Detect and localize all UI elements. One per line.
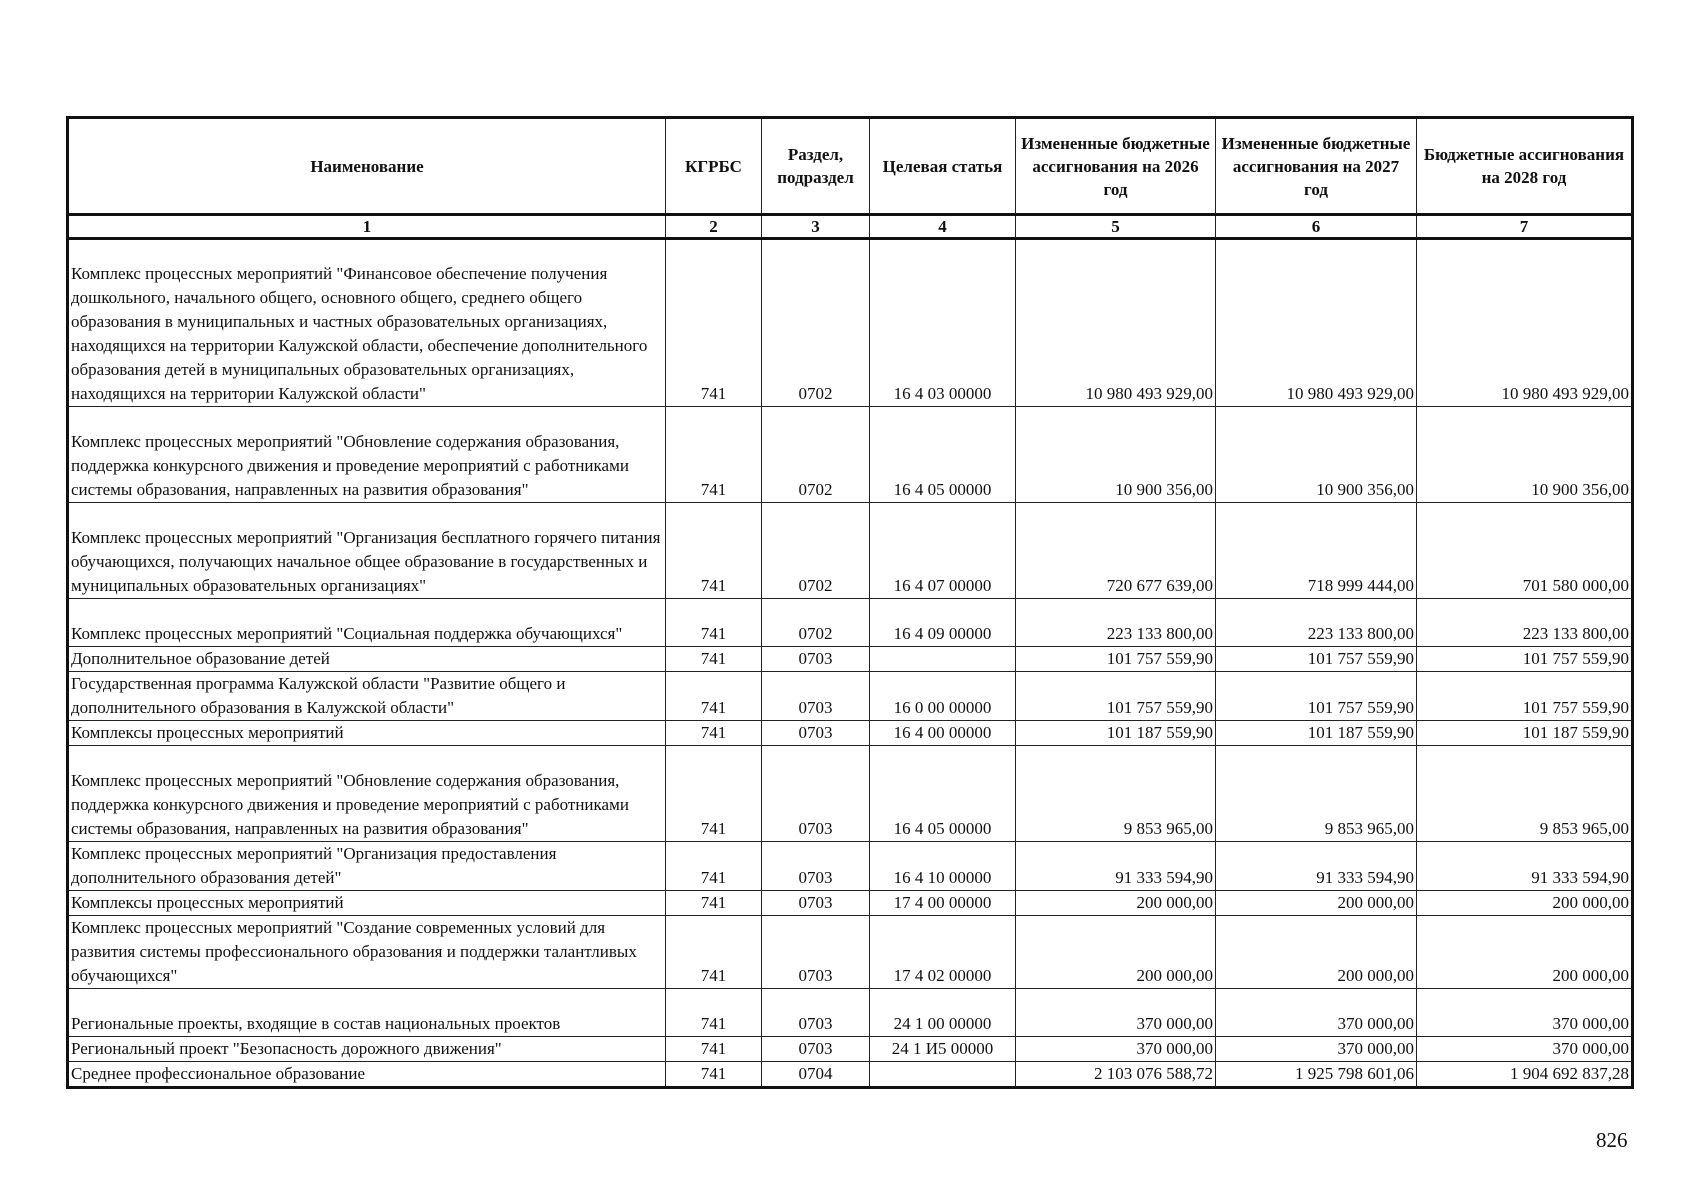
row-2026: 91 333 594,90 (1016, 842, 1216, 891)
row-2028: 10 900 356,00 (1417, 407, 1633, 503)
row-kgrbs: 741 (666, 239, 762, 407)
table-row (68, 599, 1633, 647)
row-target: 16 4 03 00000 (870, 239, 1016, 407)
table-row (68, 916, 1633, 989)
row-name: Комплекс процессных мероприятий "Организация бесплатного горячего питания обучающихся, получающих начальное общее образование в государственных и муниципальных образовательных организациях" (68, 503, 666, 599)
row-section: 0702 (762, 503, 870, 599)
row-kgrbs: 741 (666, 599, 762, 647)
row-2027: 91 333 594,90 (1216, 842, 1417, 891)
row-target: 16 4 05 00000 (870, 407, 1016, 503)
budget-table (66, 116, 1634, 1089)
header-kgrbs: КГРБС (666, 118, 762, 215)
row-target: 16 4 09 00000 (870, 599, 1016, 647)
row-2027: 223 133 800,00 (1216, 599, 1417, 647)
row-target (870, 647, 1016, 672)
row-2027: 718 999 444,00 (1216, 503, 1417, 599)
row-2026: 370 000,00 (1016, 1037, 1216, 1062)
row-target: 16 0 00 00000 (870, 672, 1016, 721)
row-name: Дополнительное образование детей (68, 647, 666, 672)
header-row (68, 118, 1633, 215)
row-name: Комплекс процессных мероприятий "Обновление содержания образования, поддержка конкурсного движения и проведение мероприятий с работниками системы образования, направленных на развития образования" (68, 407, 666, 503)
row-2027: 101 757 559,90 (1216, 672, 1417, 721)
row-2027: 200 000,00 (1216, 916, 1417, 989)
row-2028: 101 757 559,90 (1417, 647, 1633, 672)
row-name: Комплекс процессных мероприятий "Социальная поддержка обучающихся" (68, 599, 666, 647)
row-name: Среднее профессиональное образование (68, 1062, 666, 1088)
row-target: 24 1 00 00000 (870, 989, 1016, 1037)
row-2026: 200 000,00 (1016, 891, 1216, 916)
row-target: 16 4 05 00000 (870, 746, 1016, 842)
table-row (68, 746, 1633, 842)
row-section: 0703 (762, 1037, 870, 1062)
row-name: Комплекс процессных мероприятий "Организация предоставления дополнительного образования детей" (68, 842, 666, 891)
row-section: 0704 (762, 1062, 870, 1088)
table-row (68, 407, 1633, 503)
row-2028: 370 000,00 (1417, 989, 1633, 1037)
row-2027: 101 757 559,90 (1216, 647, 1417, 672)
row-target: 17 4 00 00000 (870, 891, 1016, 916)
row-section: 0703 (762, 721, 870, 746)
row-target (870, 1062, 1016, 1088)
column-number: 2 (666, 215, 762, 239)
table-row (68, 647, 1633, 672)
row-target: 17 4 02 00000 (870, 916, 1016, 989)
column-number-row (68, 215, 1633, 239)
row-kgrbs: 741 (666, 647, 762, 672)
header-2026: Измененные бюджетные ассигнования на 2026 год (1016, 118, 1216, 215)
row-target: 16 4 00 00000 (870, 721, 1016, 746)
row-2026: 2 103 076 588,72 (1016, 1062, 1216, 1088)
row-2028: 1 904 692 837,28 (1417, 1062, 1633, 1088)
row-section: 0703 (762, 989, 870, 1037)
row-kgrbs: 741 (666, 989, 762, 1037)
table-row (68, 989, 1633, 1037)
row-2026: 720 677 639,00 (1016, 503, 1216, 599)
row-2026: 10 900 356,00 (1016, 407, 1216, 503)
column-number: 5 (1016, 215, 1216, 239)
row-section: 0703 (762, 842, 870, 891)
row-2027: 10 980 493 929,00 (1216, 239, 1417, 407)
row-kgrbs: 741 (666, 746, 762, 842)
row-2026: 200 000,00 (1016, 916, 1216, 989)
row-2027: 10 900 356,00 (1216, 407, 1417, 503)
row-section: 0702 (762, 599, 870, 647)
row-kgrbs: 741 (666, 916, 762, 989)
header-target: Целевая статья (870, 118, 1016, 215)
table-row (68, 1037, 1633, 1062)
row-2028: 9 853 965,00 (1417, 746, 1633, 842)
row-2028: 101 187 559,90 (1417, 721, 1633, 746)
row-kgrbs: 741 (666, 672, 762, 721)
row-section: 0703 (762, 746, 870, 842)
table-row (68, 239, 1633, 407)
table-row (68, 891, 1633, 916)
row-2026: 101 757 559,90 (1016, 672, 1216, 721)
row-name: Государственная программа Калужской области "Развитие общего и дополнительного образования в Калужской области" (68, 672, 666, 721)
column-number: 3 (762, 215, 870, 239)
row-2027: 101 187 559,90 (1216, 721, 1417, 746)
row-section: 0702 (762, 407, 870, 503)
header-name: Наименование (68, 118, 666, 215)
row-2027: 370 000,00 (1216, 1037, 1417, 1062)
row-2027: 1 925 798 601,06 (1216, 1062, 1417, 1088)
row-2026: 101 757 559,90 (1016, 647, 1216, 672)
row-section: 0703 (762, 916, 870, 989)
row-name: Региональный проект "Безопасность дорожного движения" (68, 1037, 666, 1062)
row-2026: 9 853 965,00 (1016, 746, 1216, 842)
row-2026: 10 980 493 929,00 (1016, 239, 1216, 407)
header-section: Раздел, подраздел (762, 118, 870, 215)
row-target: 16 4 10 00000 (870, 842, 1016, 891)
row-2028: 10 980 493 929,00 (1417, 239, 1633, 407)
table-row (68, 1062, 1633, 1088)
row-section: 0703 (762, 647, 870, 672)
row-section: 0703 (762, 672, 870, 721)
row-2028: 91 333 594,90 (1417, 842, 1633, 891)
row-name: Комплекс процессных мероприятий "Обновление содержания образования, поддержка конкурсного движения и проведение мероприятий с работниками системы образования, направленных на развития образования" (68, 746, 666, 842)
table-row (68, 842, 1633, 891)
row-target: 16 4 07 00000 (870, 503, 1016, 599)
column-number: 6 (1216, 215, 1417, 239)
row-2026: 101 187 559,90 (1016, 721, 1216, 746)
row-2027: 200 000,00 (1216, 891, 1417, 916)
row-kgrbs: 741 (666, 891, 762, 916)
row-2027: 370 000,00 (1216, 989, 1417, 1037)
row-2028: 223 133 800,00 (1417, 599, 1633, 647)
row-name: Комплекс процессных мероприятий "Создание современных условий для развития системы профессионального образования и поддержки талантливых обучающихся" (68, 916, 666, 989)
row-2028: 701 580 000,00 (1417, 503, 1633, 599)
row-2026: 370 000,00 (1016, 989, 1216, 1037)
column-number: 7 (1417, 215, 1633, 239)
header-2027: Измененные бюджетные ассигнования на 2027 год (1216, 118, 1417, 215)
table-row (68, 721, 1633, 746)
table-row (68, 503, 1633, 599)
row-name: Комплексы процессных мероприятий (68, 891, 666, 916)
row-2028: 370 000,00 (1417, 1037, 1633, 1062)
row-name: Комплексы процессных мероприятий (68, 721, 666, 746)
column-number: 1 (68, 215, 666, 239)
row-kgrbs: 741 (666, 1037, 762, 1062)
row-name: Региональные проекты, входящие в состав национальных проектов (68, 989, 666, 1037)
row-section: 0702 (762, 239, 870, 407)
row-kgrbs: 741 (666, 503, 762, 599)
row-2028: 200 000,00 (1417, 916, 1633, 989)
row-kgrbs: 741 (666, 842, 762, 891)
table-row (68, 672, 1633, 721)
page-number: 826 (1596, 1128, 1628, 1152)
row-section: 0703 (762, 891, 870, 916)
row-2028: 101 757 559,90 (1417, 672, 1633, 721)
row-kgrbs: 741 (666, 721, 762, 746)
column-number: 4 (870, 215, 1016, 239)
row-2027: 9 853 965,00 (1216, 746, 1417, 842)
row-target: 24 1 И5 00000 (870, 1037, 1016, 1062)
row-name: Комплекс процессных мероприятий "Финансовое обеспечение получения дошкольного, начального общего, основного общего, среднего общего образования в муниципальных и частных образовательных организациях, находящихся на территории Калужской области, обеспечение дополнительного образования детей в муниципальных образовательных организациях, находящихся на территории Калужской области" (68, 239, 666, 407)
row-kgrbs: 741 (666, 1062, 762, 1088)
row-2028: 200 000,00 (1417, 891, 1633, 916)
row-2026: 223 133 800,00 (1016, 599, 1216, 647)
header-2028: Бюджетные ассигнования на 2028 год (1417, 118, 1633, 215)
row-kgrbs: 741 (666, 407, 762, 503)
